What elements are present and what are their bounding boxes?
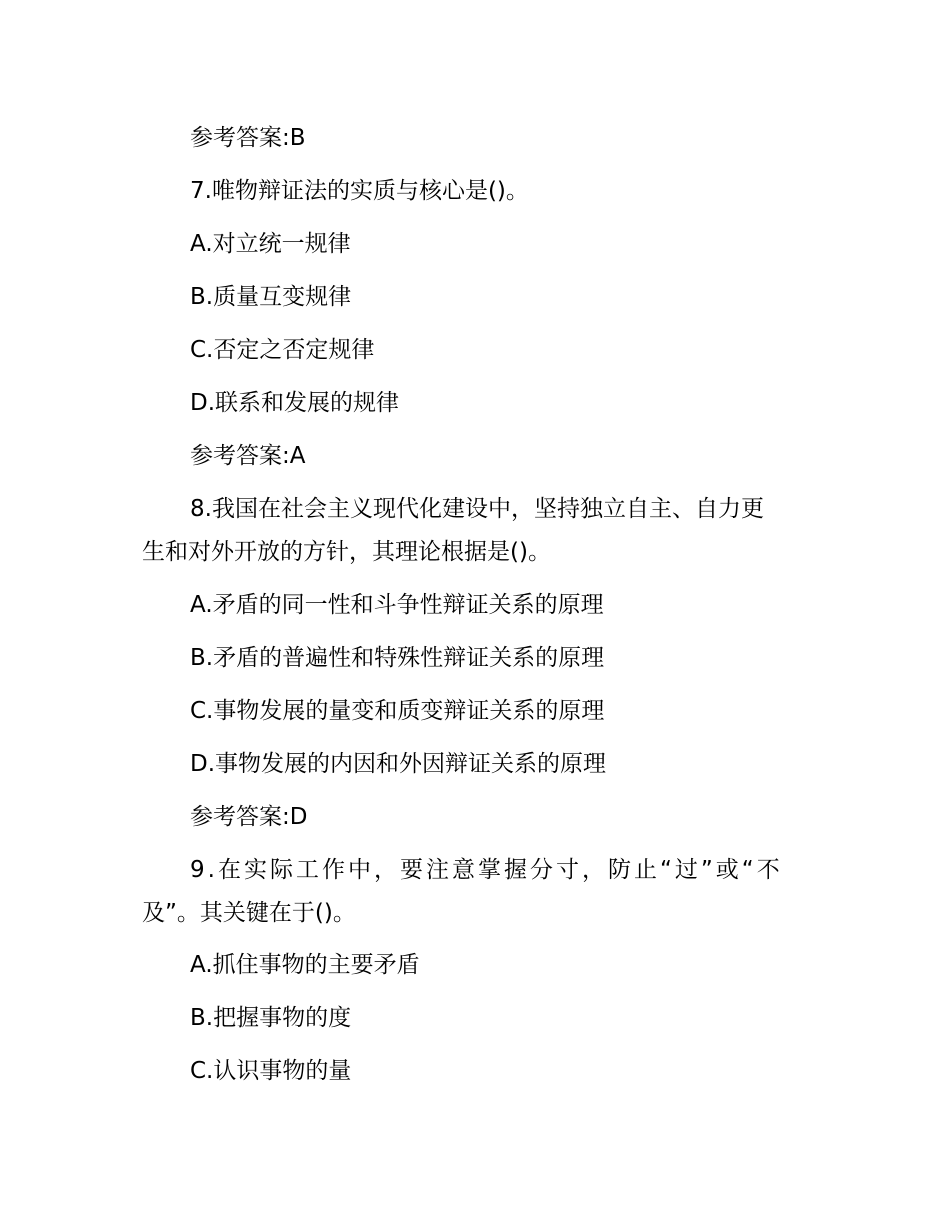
answer-line: 参考答案:B: [190, 125, 306, 151]
option-7c: C.否定之否定规律: [190, 337, 375, 363]
question-7: 7.唯物辩证法的实质与核心是()。: [190, 178, 529, 204]
question-9-line-1: 9.在实际工作中，要注意掌握分寸，防止“过”或“不: [190, 857, 783, 883]
option-7a: A.对立统一规律: [190, 231, 351, 257]
option-8d: D.事物发展的内因和外因辩证关系的原理: [190, 751, 607, 777]
question-8-line-1: 8.我国在社会主义现代化建设中，坚持独立自主、自力更: [190, 496, 764, 522]
answer-line: 参考答案:A: [190, 443, 306, 469]
option-7b: B.质量互变规律: [190, 284, 352, 310]
option-8c: C.事物发展的量变和质变辩证关系的原理: [190, 698, 605, 724]
answer-line: 参考答案:D: [190, 804, 308, 830]
option-8b: B.矛盾的普遍性和特殊性辩证关系的原理: [190, 645, 605, 671]
option-8a: A.矛盾的同一性和斗争性辩证关系的原理: [190, 592, 604, 618]
option-9c: C.认识事物的量: [190, 1058, 352, 1084]
option-9b: B.把握事物的度: [190, 1005, 352, 1031]
question-9-line-2: 及”。其关键在于()。: [142, 900, 356, 926]
option-7d: D.联系和发展的规律: [190, 390, 400, 416]
option-9a: A.抓住事物的主要矛盾: [190, 952, 420, 978]
question-8-line-2: 生和对外开放的方针，其理论根据是()。: [142, 539, 551, 565]
